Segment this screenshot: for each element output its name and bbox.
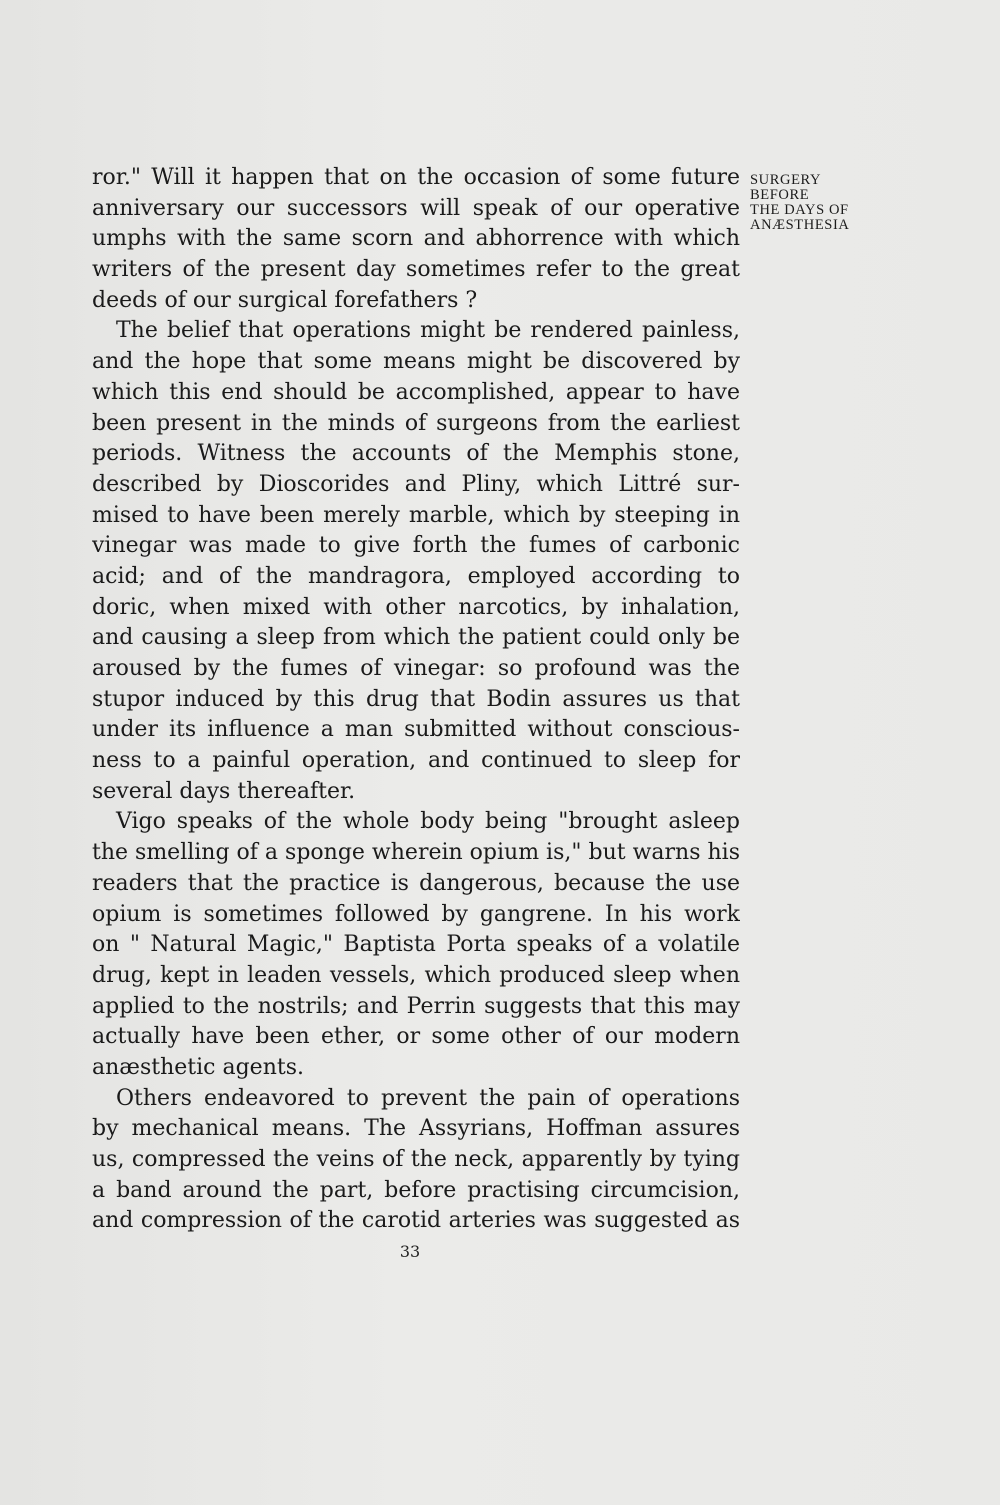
- text-line: under its influence a man submitted without conscious-: [92, 717, 740, 743]
- text-line: periods. Witness the accounts of the Memphis stone,: [92, 441, 740, 467]
- text-line: stupor induced by this drug that Bodin assures us that: [92, 686, 740, 712]
- margin-heading-line-4: ANÆSTHESIA: [750, 217, 850, 233]
- text-line: umphs with the same scorn and abhorrence with which: [92, 226, 740, 252]
- text-line: ness to a painful operation, and continued to sleep for: [92, 748, 740, 774]
- margin-heading: [750, 173, 910, 233]
- margin-heading-line-3: THE DAYS OF: [750, 202, 849, 218]
- text-line: The belief that operations might be rendered painless,: [116, 318, 740, 344]
- text-line: a band around the part, before practising circumcision,: [92, 1177, 740, 1203]
- text-line: Vigo speaks of the whole body being "brought asleep: [116, 809, 740, 835]
- text-line: several days thereafter.: [92, 778, 356, 804]
- text-line: anniversary our successors will speak of our operative: [92, 195, 740, 221]
- text-line: Others endeavored to prevent the pain of operations: [116, 1085, 740, 1111]
- text-line: which this end should be accomplished, appear to have: [92, 379, 740, 405]
- text-line: vinegar was made to give forth the fumes of carbonic: [92, 533, 740, 559]
- text-line: mised to have been merely marble, which by steeping in: [92, 502, 740, 528]
- text-line: aroused by the fumes of vinegar: so profound was the: [92, 656, 740, 681]
- text-line: opium is sometimes followed by gangrene. In his work: [92, 901, 740, 927]
- text-line: doric, when mixed with other narcotics, by inhalation,: [92, 594, 740, 620]
- text-line: and the hope that some means might be discovered by: [92, 349, 740, 375]
- text-line: and compression of the carotid arteries was suggested as: [92, 1208, 740, 1234]
- margin-heading-line-2: BEFORE: [750, 187, 810, 203]
- margin-heading-line-1: SURGERY: [750, 172, 822, 188]
- text-line: writers of the present day sometimes refer to the great: [92, 257, 740, 283]
- text-line: drug, kept in leaden vessels, which produced sleep when: [92, 962, 740, 988]
- text-line: applied to the nostrils; and Perrin suggests that this may: [92, 993, 740, 1019]
- text-line: actually have been ether, or some other of our modern: [92, 1024, 740, 1050]
- text-line: us, compressed the veins of the neck, apparently by tying: [92, 1147, 740, 1172]
- page-number: 33: [399, 1242, 421, 1261]
- text-line: ror." Will it happen that on the occasion of some future: [92, 165, 740, 190]
- text-line: acid; and of the mandragora, employed according to: [92, 563, 740, 589]
- text-line: on " Natural Magic," Baptista Porta speaks of a volatile: [92, 932, 740, 958]
- body-text: [92, 163, 740, 1237]
- text-line: and causing a sleep from which the patient could only be: [92, 625, 740, 651]
- text-line: been present in the minds of surgeons from the earliest: [92, 410, 740, 436]
- text-line: the smelling of a sponge wherein opium is," but warns his: [92, 840, 740, 866]
- text-line: described by Dioscorides and Pliny, which Littré sur-: [92, 471, 740, 497]
- text-line: readers that the practice is dangerous, because the use: [92, 870, 740, 896]
- text-line: by mechanical means. The Assyrians, Hoffman assures: [92, 1116, 740, 1142]
- text-line: deeds of our surgical forefathers ?: [92, 287, 478, 313]
- text-line: anæsthetic agents.: [92, 1054, 304, 1080]
